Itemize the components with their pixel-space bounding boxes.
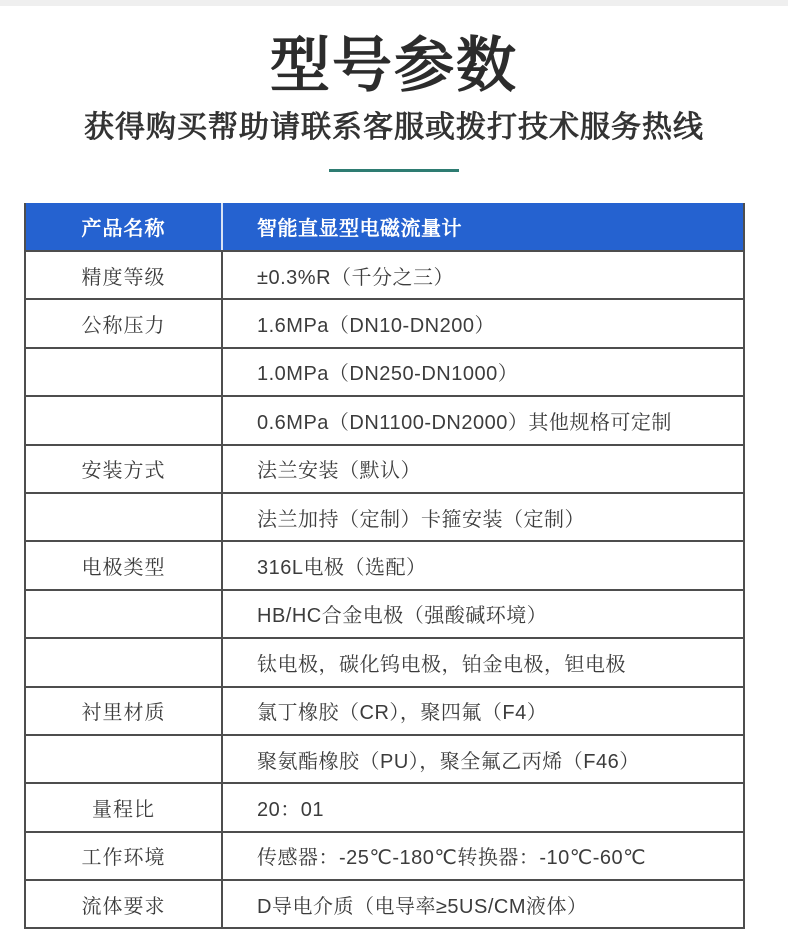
row-value-cell: ±0.3%R（千分之三） bbox=[257, 266, 455, 289]
row-value-cell: 法兰加持（定制）卡箍安装（定制） bbox=[257, 508, 585, 531]
row-value-cell: 钛电极，碳化钨电极，铂金电极，钽电极 bbox=[257, 653, 626, 676]
row-label-cell bbox=[26, 494, 223, 540]
row-value-cell: 1.0MPa（DN250-DN1000） bbox=[257, 363, 519, 386]
row-value-cell: 氯丁橡胶（CR），聚四氟（F4） bbox=[257, 702, 548, 725]
accent-divider bbox=[329, 169, 459, 172]
spec-table-body bbox=[26, 252, 743, 927]
row-label-cell bbox=[26, 397, 223, 443]
row-value-cell: 20：01 bbox=[257, 798, 324, 821]
table-row bbox=[26, 639, 743, 687]
row-value-cell: HB/HC合金电极（强酸碱环境） bbox=[257, 605, 548, 628]
row-value-cell: 法兰安装（默认） bbox=[257, 460, 421, 483]
header-label-cell: 产品名称 bbox=[26, 203, 223, 250]
table-row bbox=[26, 446, 743, 494]
row-value-cell: 1.6MPa（DN10-DN200） bbox=[257, 315, 495, 338]
spec-table bbox=[24, 203, 745, 929]
table-row bbox=[26, 784, 743, 832]
table-row bbox=[26, 252, 743, 300]
table-row bbox=[26, 542, 743, 590]
row-label-cell: 衬里材质 bbox=[26, 688, 223, 734]
hero-section bbox=[16, 32, 772, 172]
page-title: 型号参数 bbox=[270, 32, 518, 99]
row-label-cell: 工作环境 bbox=[26, 833, 223, 879]
page-subtitle: 获得购买帮助请联系客服或拨打技术服务热线 bbox=[84, 111, 704, 144]
row-label-cell: 流体要求 bbox=[26, 881, 223, 927]
row-label-cell: 量程比 bbox=[26, 784, 223, 830]
top-strip bbox=[0, 0, 788, 6]
row-value-cell: D导电介质（电导率≥5US/CM液体） bbox=[257, 895, 588, 918]
row-value-cell: 聚氨酯橡胶（PU），聚全氟乙丙烯（F46） bbox=[257, 750, 640, 773]
row-label-cell bbox=[26, 591, 223, 637]
table-row bbox=[26, 494, 743, 542]
row-value-cell: 316L电极（选配） bbox=[257, 557, 427, 580]
row-label-cell bbox=[26, 349, 223, 395]
table-row bbox=[26, 736, 743, 784]
table-row bbox=[26, 833, 743, 881]
table-row bbox=[26, 881, 743, 927]
table-row bbox=[26, 397, 743, 445]
table-row bbox=[26, 688, 743, 736]
row-value-cell: 0.6MPa（DN1100-DN2000）其他规格可定制 bbox=[257, 411, 672, 434]
table-row bbox=[26, 349, 743, 397]
row-label-cell: 安装方式 bbox=[26, 446, 223, 492]
table-row bbox=[26, 591, 743, 639]
row-label-cell: 电极类型 bbox=[26, 542, 223, 588]
row-value-cell: 传感器：-25℃-180℃转换器：-10℃-60℃ bbox=[257, 847, 647, 870]
header-value-cell: 智能直显型电磁流量计 bbox=[257, 218, 462, 240]
row-label-cell: 精度等级 bbox=[26, 252, 223, 298]
row-label-cell: 公称压力 bbox=[26, 300, 223, 346]
table-row bbox=[26, 300, 743, 348]
row-label-cell bbox=[26, 736, 223, 782]
row-label-cell bbox=[26, 639, 223, 685]
spec-table-header-row bbox=[26, 203, 743, 252]
